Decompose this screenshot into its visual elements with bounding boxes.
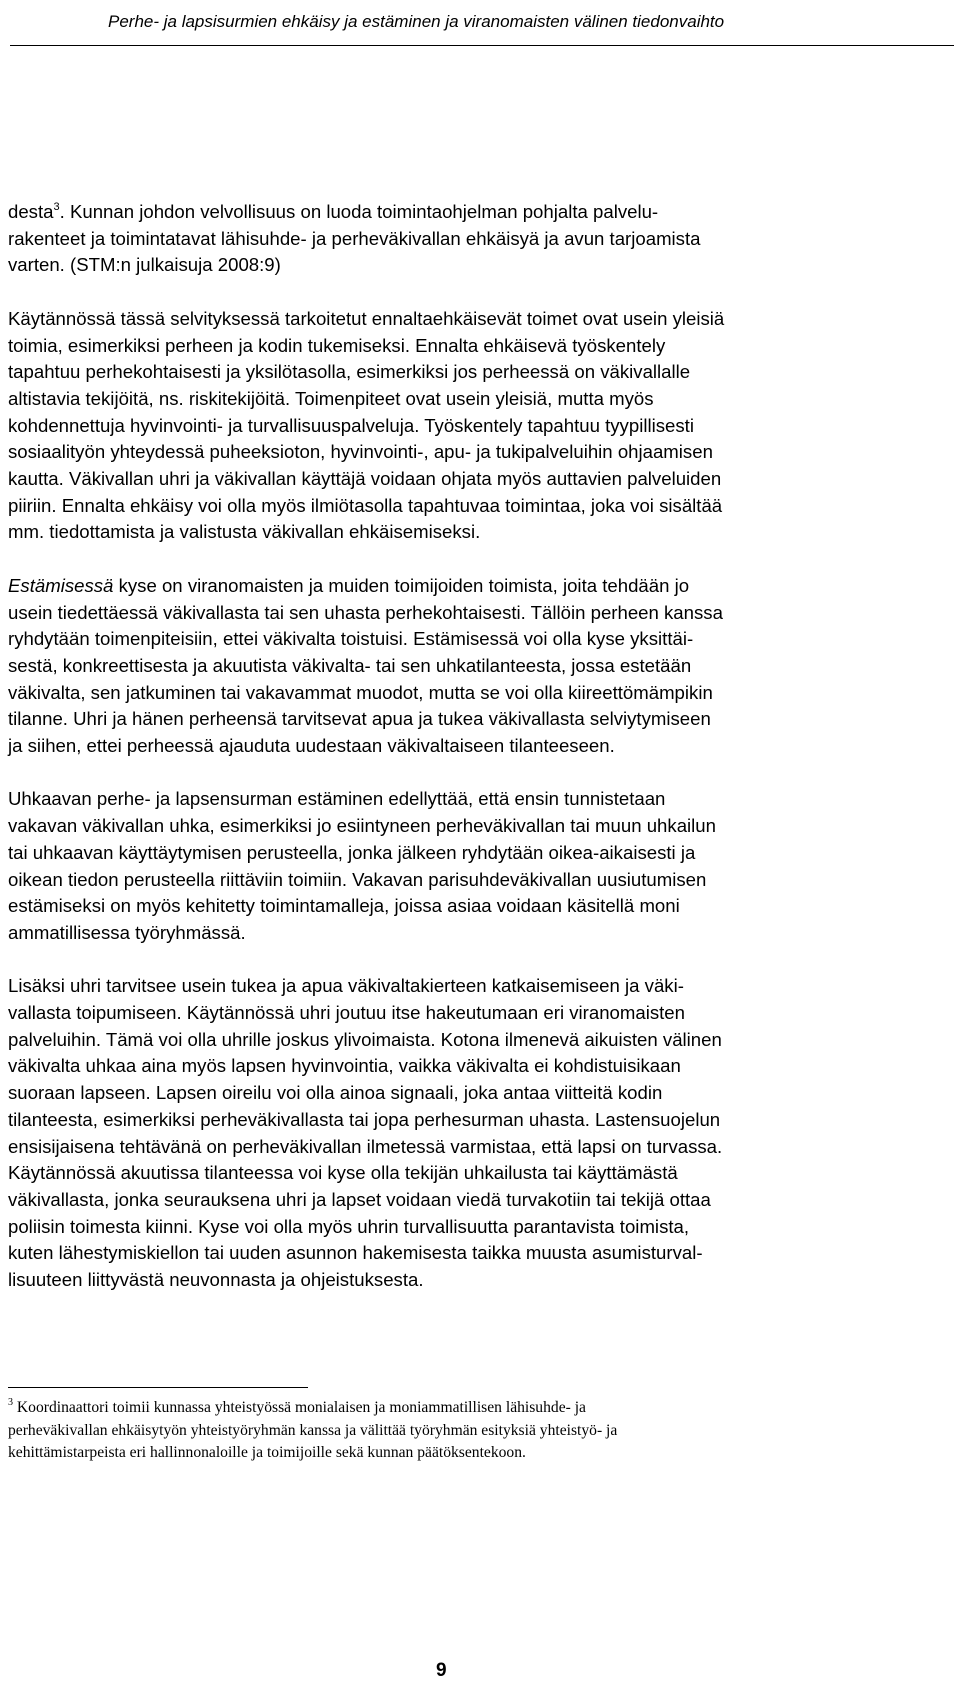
paragraph-continuation [8, 199, 892, 279]
text-line: oikean tiedon perusteella riittäviin toimiin. Vakavan parisuhdeväkivallan uusiutumisen [8, 868, 707, 890]
text-line: estämiseksi on myös kehitetty toimintamalleja, joissa asiaa voidaan käsitellä moni [8, 895, 680, 917]
text-line: vallasta toipumiseen. Käytännössä uhri joutuu itse hakeutumaan eri viranomaisten [8, 1002, 685, 1024]
text-line: altistavia tekijöitä, ns. riskitekijöitä. Toimenpiteet ovat usein yleisiä, mutta myös [8, 387, 654, 409]
text-line: poliisin toimesta kiinni. Kyse voi olla myös uhrin turvallisuutta parantavista toimista, [8, 1215, 690, 1237]
text-line: väkivalta uhkaa aina myös lapsen hyvinvointia, vaikka väkivalta ei kohdistuisikaan [8, 1055, 681, 1077]
text-line: väkivalta, sen jatkuminen tai vakavammat muodot, mutta se voi olla kiireettömämpikin [8, 681, 713, 703]
text-line: tilanteesta, esimerkiksi perheväkivallasta tai jopa perhesurman uhasta. Lastensuojelun [8, 1108, 721, 1130]
paragraph-estamisessa [8, 573, 892, 760]
running-header: Perhe- ja lapsisurmien ehkäisy ja estäminen ja viranomaisten välinen tiedonvaihto [108, 12, 725, 31]
text-line: varten. (STM:n julkaisuja 2008:9) [8, 254, 281, 276]
text-line: tai uhkaavan käyttäytymisen perusteella, jonka jälkeen ryhdytään oikea-aikaisesti ja [8, 841, 696, 863]
text-line: Uhkaavan perhe- ja lapsensurman estäminen edellyttää, että ensin tunnistetaan [8, 788, 666, 810]
text-line: ammatillisessa työryhmässä. [8, 921, 246, 943]
paragraph-victim-support [8, 973, 892, 1293]
footnote-line: kehittämistarpeista eri hallinnonaloille ja toimijoille sekä kunnan päätöksentekoon. [8, 1444, 526, 1461]
text-line: palveluihin. Tämä voi olla uhrille joskus ylivoimaista. Kotona ilmenevä aikuisten välinen [8, 1028, 722, 1050]
text-line: väkivallasta, jonka seurauksena uhri ja lapset voidaan viedä turvakotiin tai tekijä ottaa [8, 1188, 711, 1210]
text-line [8, 199, 892, 226]
text-line: ryhdytään toimenpiteisiin, ettei väkivalta toistuisi. Estämisessä voi olla kyse yksittäi- [8, 628, 694, 650]
text-line: Käytännössä tässä selvityksessä tarkoitetut ennaltaehkäisevät toimet ovat usein yleisiä [8, 307, 725, 329]
text-fragment: kyse on viranomaisten ja muiden toimijoiden toimista, joita tehdään jo [113, 574, 690, 596]
text-line: vakavan väkivallan uhka, esimerkiksi jo esiintyneen perheväkivallan tai muun uhkailun [8, 815, 716, 837]
text-line: ja siihen, ettei perheessä ajauduta uudestaan väkivaltaiseen tilanteeseen. [8, 735, 615, 757]
text-line: piiriin. Ennalta ehkäisy voi olla myös ilmiötasolla tapahtuvaa toimintaa, joka voi sisältää [8, 494, 723, 516]
text-line: mm. tiedottamista ja valistusta väkivallan ehkäisemiseksi. [8, 521, 481, 543]
text-line [8, 573, 892, 600]
text-fragment: desta [8, 201, 54, 222]
text-fragment: . Kunnan johdon velvollisuus on luoda toimintaohjelman pohjalta palvelu- [59, 201, 659, 222]
footnote-reference[interactable]: 3 [53, 200, 60, 213]
footnote-line [8, 1397, 908, 1420]
text-line: lisuuteen liittyvästä neuvonnasta ja ohjeistuksesta. [8, 1269, 424, 1291]
text-line: sosiaalityön yhteydessä puheeksioton, hyvinvointi-, apu- ja tukipalveluihin ohjaamisen [8, 441, 713, 463]
text-line: kautta. Väkivallan uhri ja väkivallan käyttäjä voidaan ohjata myös auttavien palveluiden [8, 468, 722, 490]
text-line: sestä, konkreettisesta ja akuutista väkivalta- tai sen uhkatilanteesta, jossa estetään [8, 654, 692, 676]
text-line: suoraan lapseen. Lapsen oireilu voi olla ainoa signaali, joka antaa viitteitä kodin [8, 1082, 663, 1104]
text-line: Käytännössä akuutissa tilanteessa voi kyse olla tekijän uhkailusta tai käyttämästä [8, 1162, 678, 1184]
text-line: ensisijaisena tehtävänä on perheväkivallan ilmetessä varmistaa, että lapsi on turvassa. [8, 1135, 723, 1157]
footnote-divider [8, 1387, 308, 1388]
text-fragment: Koordinaattori toimii kunnassa yhteistyössä monialaisen ja moniammatillisen lähisuhde- ja [13, 1399, 586, 1416]
text-line: tilanne. Uhri ja hänen perheensä tarvitsevat apua ja tukea väkivallasta selviytymiseen [8, 708, 711, 730]
footnote [8, 1397, 908, 1465]
paragraph-threat [8, 786, 892, 946]
text-line: kuten lähestymiskiellon tai uuden asunnon hakemisesta taikka muusta asumisturval- [8, 1242, 703, 1264]
footnote-marker: 3 [8, 1396, 13, 1408]
text-line: kohdennettuja hyvinvointi- ja turvallisuuspalveluja. Työskentely tapahtuu tyypillisesti [8, 414, 694, 436]
italic-term: Estämisessä [8, 574, 114, 596]
text-line: toimia, esimerkiksi perheen ja kodin tukemiseksi. Ennalta ehkäisevä työskentely [8, 334, 666, 356]
body-text [8, 199, 892, 1294]
page-number: 9 [436, 1660, 447, 1681]
text-line: tapahtuu perhekohtaisesti ja yksilötasolla, esimerkiksi jos perheessä on väkivallalle [8, 361, 691, 383]
header-divider [10, 45, 954, 46]
paragraph-prevention [8, 306, 892, 546]
text-line: rakenteet ja toimintatavat lähisuhde- ja perheväkivallan ehkäisyä ja avun tarjoamista [8, 227, 701, 249]
text-line: usein tiedettäessä väkivallasta tai sen uhasta perhekohtaisesti. Tällöin perheen kanssa [8, 601, 723, 623]
footnote-line: perheväkivallan ehkäisytyön yhteistyöryhmän kanssa ja välittää työryhmän esityksiä yhteistyö- ja [8, 1421, 618, 1439]
text-line: Lisäksi uhri tarvitsee usein tukea ja apua väkivaltakierteen katkaisemiseen ja väki- [8, 975, 684, 997]
